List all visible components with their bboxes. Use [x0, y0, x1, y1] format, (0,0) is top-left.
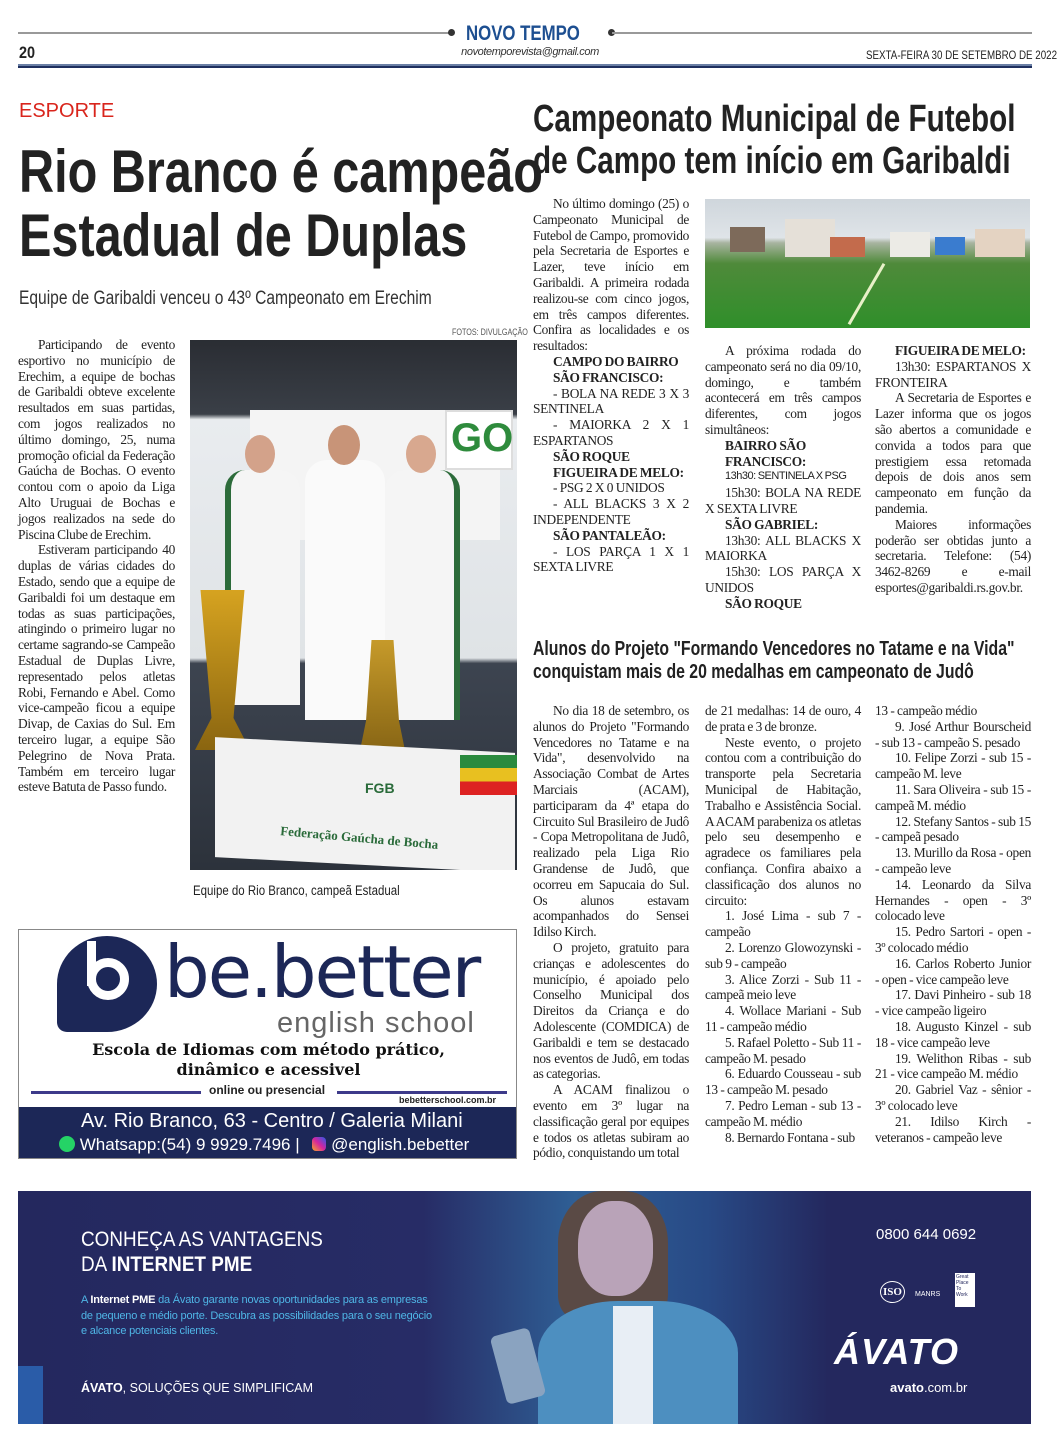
paragraph: Participando de evento esportivo no município de Erechim, a equipe de bochas de Garibaldi obteve excelente resultados em suas partidas, com jogos realizados no último domingo, 25, numa promoção oficial da Federação Gaúcha de Bochas. O evento contou com o apoio da Liga Alto Uruguai de Bochas e jogos realizados na sede do Piscina Clube de Erechim.: [18, 337, 175, 542]
avato-website[interactable]: avato.com.br: [890, 1380, 968, 1395]
article3-headline: Alunos do Projeto "Formando Vencedores no Tatame e na Vida" conquistam mais de 20 medalhas em campeonato de Judô: [533, 638, 1015, 683]
bebetter-brand: be.better: [164, 930, 480, 1014]
paragraph: 3. Alice Zorzi - Sub 11 - campeã meio leve: [705, 971, 861, 1003]
paragraph: 6. Eduardo Cousseau - sub 13 - campeão M. pesado: [705, 1066, 861, 1098]
whatsapp-icon: [59, 1136, 75, 1152]
subheading: SÃO PANTALEÃO:: [553, 527, 666, 543]
paragraph: 13h30: ESPARTANOS X FRONTEIRA: [875, 358, 1031, 390]
paragraph: 13h30: SENTINELA X PSG: [725, 470, 847, 483]
instagram-icon: [312, 1137, 326, 1151]
iso-cert-icon: ISO: [880, 1281, 905, 1303]
article1-body: [18, 337, 175, 795]
subheading: SÃO GABRIEL:: [725, 516, 819, 532]
bebetter-ad[interactable]: [18, 929, 517, 1159]
photo-caption: Equipe do Rio Branco, campeã Estadual: [193, 883, 400, 898]
paragraph: 21. Idilso Kirch - veteranos - campeão leve: [875, 1113, 1031, 1145]
header-date: SEXTA-FEIRA 30 DE SETEMBRO DE 2022: [866, 50, 1058, 62]
paragraph: A próxima rodada do campeonato será no dia 09/10, domingo, e também acontecerá em três campos diferentes, com jogos simultâneos:: [705, 343, 861, 437]
paragraph: 11. Sara Oliveira - sub 15 - campeã M. médio: [875, 781, 1031, 813]
article1-subtitle: Equipe de Garibaldi venceu o 43º Campeonato em Erechim: [19, 288, 432, 309]
paragraph: Neste evento, o projeto contou com a contribuição do transporte pela Secretaria Municipal de Habitação, Trabalho e Assistência Social. A ACAM parabeniza os atletas pelo seu desempenho e agradece os familiares pela confiança. Confira abaixo a classificação dos alunos no circuito:: [705, 734, 861, 908]
bebetter-logo-icon: [57, 936, 157, 1032]
avato-body: A Internet PME da Ávato garante novas oportunidades para as empresas de pequeno e médio porte. Descubra as possibilidades para o seu negócio e alcance potenciais clientes.: [81, 1294, 432, 1337]
bebetter-mode: online ou presencial: [209, 1083, 326, 1097]
subheading: BAIRRO SÃO FRANCISCO:: [725, 437, 807, 469]
paragraph: 15. Pedro Sartori - open - 3º colocado médio: [875, 924, 1031, 955]
paragraph: 18. Augusto Kinzel - sub 18 - vice campeão leve: [875, 1018, 1031, 1050]
paragraph: de 21 medalhas: 14 de ouro, 4 de prata e 3 de bronze.: [705, 703, 861, 734]
paragraph: A Secretaria de Esportes e Lazer informa que os jogos são abertos a comunidade e convida a todos para que prestigiem essa retomada depois de dois anos sem campeonato em função da pandemia.: [875, 390, 1031, 516]
subheading: SÃO ROQUE: [725, 595, 802, 611]
avato-slogan: ÁVATO, SOLUÇÕES QUE SIMPLIFICAM: [81, 1381, 313, 1395]
page-number: 20: [19, 43, 36, 62]
article3-column-3: [875, 703, 1031, 1145]
paragraph: 8. Bernardo Fontana - sub: [725, 1129, 855, 1145]
gptw-cert-icon: Great Place To Work: [955, 1273, 975, 1307]
paragraph: No último domingo (25) o Campeonato Municipal de Futebol de Campo, promovido pela Secretaria de Esportes e Lazer, teve início em Garibaldi. A primeira rodada realizou-se com cinco jogos, em três campos diferentes. Confira as localidades e os resultados:: [533, 196, 689, 354]
article1-headline: Rio Branco é campeão Estadual de Duplas: [19, 138, 543, 269]
avato-headline: CONHEÇA AS VANTAGENS DA INTERNET PME: [81, 1228, 323, 1276]
paragraph: 19. Welithon Ribas - sub 21 - vice campeão M. médio: [875, 1050, 1031, 1082]
football-field-photo: [705, 199, 1030, 328]
article3-column-2: [705, 703, 861, 1145]
bebetter-tagline: english school: [277, 1007, 475, 1039]
manrs-cert-icon: MANRS: [915, 1291, 941, 1298]
paragraph: 9. José Arthur Bourscheid - sub 13 - campeão S. pesado: [875, 718, 1031, 750]
paragraph: 13. Murillo da Rosa - open - campeão leve: [875, 845, 1031, 876]
paragraph: 10. Felipe Zorzi - sub 15 - campeão M. leve: [875, 750, 1031, 782]
paragraph: - BOLA NA REDE 3 X 3 SENTINELA: [533, 385, 689, 417]
paragraph: 7. Pedro Leman - sub 13 - campeão M. médio: [705, 1097, 861, 1129]
article3-column-1: [533, 703, 689, 1161]
paragraph: 14. Leonardo da Silva Hernandes - open - 3º colocado leve: [875, 876, 1031, 924]
header-email: novotemporevista@gmail.com: [461, 46, 599, 58]
paragraph: O projeto, gratuito para crianças e adolescentes do município, é apoiado pelo Conselho Municipal dos Direitos da Criança e do Adolescente (COMDICA) de Garibaldi e tem se destacado nos eventos de Judô, em todas as categorias.: [533, 939, 689, 1082]
paragraph: 12. Stefany Santos - sub 15 - campeã pesado: [875, 813, 1031, 845]
paragraph: - PSG 2 X 0 UNIDOS: [553, 480, 665, 496]
paragraph: A ACAM finalizou o evento em 3º lugar na classificação geral por equipes e todos os atletas subiram ao pódio, conquistando um total: [533, 1082, 689, 1161]
masthead: NOVO TEMPO: [466, 22, 580, 45]
paragraph: Estiveram participando 40 duplas de várias cidades do Estado, sendo que a equipe de Garibaldi foi um destaque em todas as suas participações, atingindo o primeiro lugar no certame sagrando-se Campeão Estadual de Duplas Livre, representado pelos atletas Robi, Fernando e Abel. Como vice-campeão ficou a equipe Divap, de Caxias do Sul. Em terceiro lugar, a equipe São Pelegrino de Nova Prata. Também em terceiro lugar esteve Batuta de Passo fundo.: [18, 542, 175, 795]
paragraph: 15h30: BOLA NA REDE X SEXTA LIVRE: [705, 485, 861, 516]
paragraph: - LOS PARÇA 1 X 1 SEXTA LIVRE: [533, 543, 689, 575]
bebetter-whatsapp[interactable]: Whatsapp:(54) 9 9929.7496 |: [79, 1135, 300, 1154]
article2-column-3: [875, 343, 1031, 596]
bebetter-instagram[interactable]: @english.bebetter: [331, 1135, 470, 1154]
paragraph: 1. José Lima - sub 7 - campeão: [705, 908, 861, 940]
paragraph: 16. Carlos Roberto Junior - open - vice campeão leve: [875, 955, 1031, 987]
paragraph: 13h30: ALL BLACKS X MAIORKA: [705, 532, 861, 564]
paragraph: 13 - campeão médio: [875, 703, 978, 718]
paragraph: 2. Lorenzo Glowozynski - sub 9 - campeão: [705, 939, 861, 971]
avato-ad[interactable]: [18, 1191, 1031, 1424]
team-photo: GO FGB Federação Gaúcha de Bocha: [190, 340, 517, 870]
subheading: CAMPO DO BAIRRO SÃO FRANCISCO:: [553, 353, 679, 385]
woman-photo: [498, 1191, 758, 1424]
photo-credit: FOTOS: DIVULGAÇÃO: [452, 327, 528, 337]
article2-headline: Campeonato Municipal de Futebol de Campo tem início em Garibaldi: [533, 98, 1016, 182]
section-label: ESPORTE: [19, 100, 115, 122]
paragraph: - MAIORKA 2 X 1 ESPARTANOS: [533, 417, 689, 448]
paragraph: Maiores informações poderão ser obtidas junto a secretaria. Telefone: (54) 3462-8269 e e-mail esportes@garibaldi.rs.gov.br.: [875, 516, 1031, 595]
paragraph: 17. Davi Pinheiro - sub 18 - vice campeão ligeiro: [875, 987, 1031, 1019]
subheading: FIGUEIRA DE MELO:: [895, 343, 1026, 358]
paragraph: - ALL BLACKS 3 X 2 INDEPENDENTE: [533, 496, 689, 527]
bebetter-slogan: Escola de Idiomas com método prático, dinâmico e acessivel: [92, 1040, 445, 1079]
paragraph: 20. Gabriel Vaz - sênior - 3º colocado leve: [875, 1082, 1031, 1113]
paragraph: No dia 18 de setembro, os alunos do Projeto "Formando Vencedores no Tatame e na Vida", desenvolvido na Associação Combat de Artes Marciais (ACAM), participaram da 4ª etapa do Circuito Sul Brasileiro de Judô - Copa Metropolitana de Judô, realizado pela Liga Rio Grandense de Judô, que ocorreu em Sapucaia do Sul. Os alunos estavam acompanhados do Sensei Idilso Kirch.: [533, 703, 689, 940]
bebetter-address: Av. Rio Branco, 63 - Centro / Galeria Milani: [81, 1110, 463, 1132]
paragraph: 4. Wollace Mariani - Sub 11 - campeão médio: [705, 1003, 861, 1034]
paragraph: 5. Rafael Poletto - Sub 11 - campeão M. pesado: [705, 1034, 861, 1066]
paragraph: 15h30: LOS PARÇA X UNIDOS: [705, 564, 861, 595]
avato-phone[interactable]: 0800 644 0692: [876, 1226, 977, 1243]
article2-column-1: [533, 196, 689, 575]
bebetter-website[interactable]: bebetterschool.com.br: [399, 1095, 497, 1105]
avato-logo: ÁVATO: [834, 1331, 960, 1372]
subheading: SÃO ROQUE FIGUEIRA DE MELO:: [553, 448, 684, 480]
article2-column-2: [705, 343, 861, 612]
